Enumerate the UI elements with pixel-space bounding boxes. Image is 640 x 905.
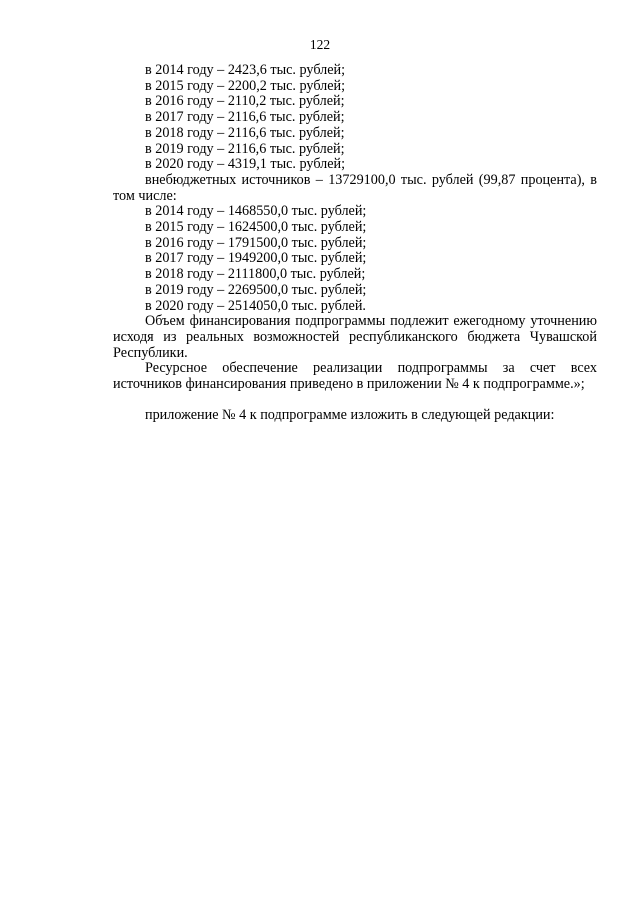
budget-line-2017: в 2017 году – 2116,6 тыс. рублей; xyxy=(145,109,345,126)
paragraph-spacer xyxy=(113,393,597,408)
document-body xyxy=(113,63,597,423)
extrabudget-by-year-list xyxy=(113,204,597,314)
resource-support-paragraph: Ресурсное обеспечение реализации подпрограммы за счет всех источников финансирования приведено в приложении № 4 к подпрограмме.»; xyxy=(113,360,597,393)
extrabudget-line-2019: в 2019 году – 2269500,0 тыс. рублей; xyxy=(145,281,367,298)
extrabudget-line-2014: в 2014 году – 1468550,0 тыс. рублей; xyxy=(145,203,367,220)
page-number: 122 xyxy=(309,37,331,52)
budget-by-year-list xyxy=(113,63,597,173)
extrabudget-line-2016: в 2016 году – 1791500,0 тыс. рублей; xyxy=(145,234,367,251)
appendix-instruction-paragraph: приложение № 4 к подпрограмме изложить в следующей редакции: xyxy=(145,406,555,423)
budget-line-2016: в 2016 году – 2110,2 тыс. рублей; xyxy=(145,93,345,110)
extrabudget-line-2015: в 2015 году – 1624500,0 тыс. рублей; xyxy=(145,219,367,236)
budget-line-2015: в 2015 году – 2200,2 тыс. рублей; xyxy=(145,77,346,94)
budget-line-2020: в 2020 году – 4319,1 тыс. рублей; xyxy=(145,156,346,173)
extrabudget-intro xyxy=(113,173,597,204)
budget-line-2018: в 2018 году – 2116,6 тыс. рублей; xyxy=(145,124,345,141)
budget-line-2014: в 2014 году – 2423,6 тыс. рублей; xyxy=(145,62,346,78)
extrabudget-line-2017: в 2017 году – 1949200,0 тыс. рублей; xyxy=(145,250,367,267)
extrabudget-intro-line-1: внебюджетных источников – 13729100,0 тыс. рублей (99,87 процента), в xyxy=(145,171,597,188)
budget-line-2019: в 2019 году – 2116,6 тыс. рублей; xyxy=(145,140,345,157)
extrabudget-line-2018: в 2018 году – 2111800,0 тыс. рублей; xyxy=(145,266,366,283)
extrabudget-line-2020: в 2020 году – 2514050,0 тыс. рублей. xyxy=(145,297,366,314)
funding-volume-paragraph: Объем финансирования подпрограммы подлежит ежегодному уточнению исходя из реальных возможностей республиканского бюджета Чувашской Республики. xyxy=(113,313,597,361)
extrabudget-intro-line-2: том числе: xyxy=(113,187,177,204)
